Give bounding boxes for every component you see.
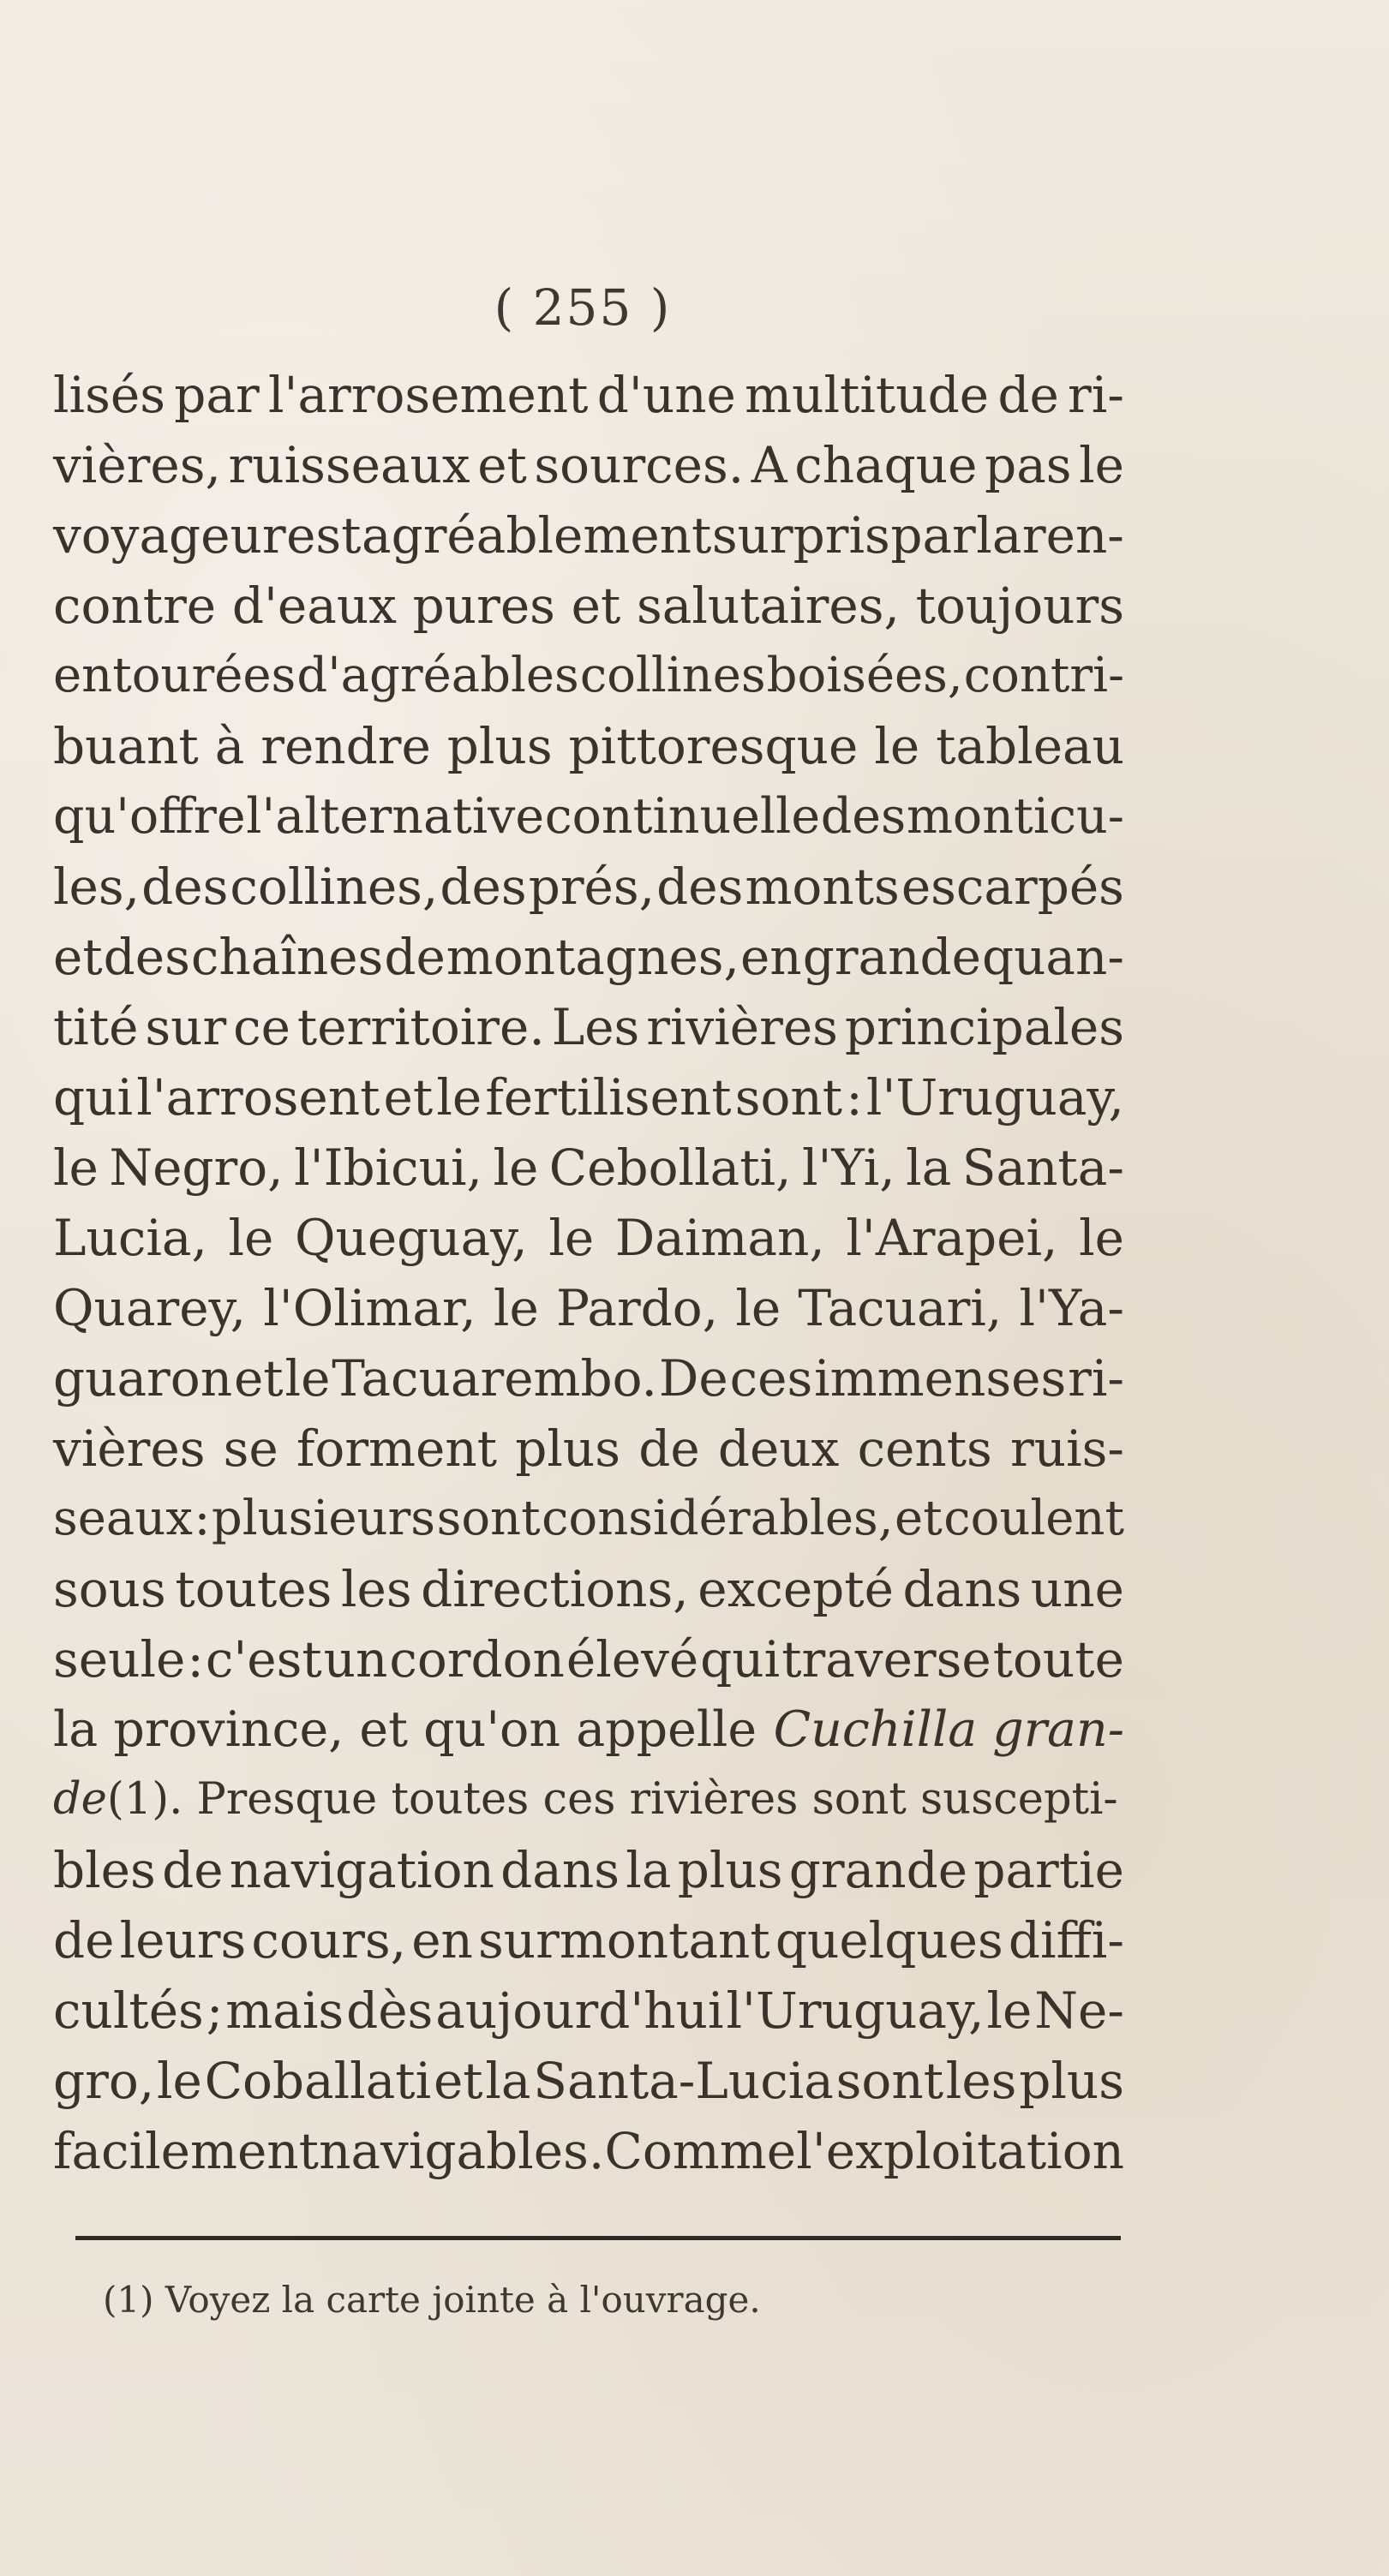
word: sont xyxy=(436,1491,541,1546)
word: l'Uruguay, xyxy=(865,1068,1124,1127)
word: boisées, xyxy=(766,648,963,703)
text-line-start: la province, et qu'on appelle xyxy=(53,1701,757,1758)
word: grande xyxy=(788,1841,968,1899)
word: des xyxy=(820,788,907,845)
word: le xyxy=(53,1139,99,1197)
word: vières, xyxy=(53,436,221,494)
word: surmontant xyxy=(478,1911,770,1969)
word: le xyxy=(1079,1209,1124,1267)
word: l'Yi, xyxy=(801,1139,895,1197)
word: ren- xyxy=(1021,506,1124,565)
word: Negro, xyxy=(109,1139,284,1197)
word: toujours xyxy=(915,577,1124,635)
text-line xyxy=(53,1133,1124,1203)
text-line xyxy=(53,500,1124,571)
word: Tacuari, xyxy=(798,1279,1003,1337)
word: des xyxy=(656,858,744,916)
text-line xyxy=(53,992,1124,1062)
word: et xyxy=(433,2052,483,2110)
word: plus xyxy=(677,1841,783,1899)
word: sont xyxy=(835,2052,944,2110)
word: l'Uruguay, xyxy=(726,1981,985,2040)
word: plus xyxy=(446,717,553,775)
word: plus xyxy=(1019,2052,1124,2110)
word: plus xyxy=(515,1419,621,1478)
text-line xyxy=(53,2046,1124,2116)
word: le xyxy=(493,1139,539,1197)
word: de xyxy=(384,928,446,986)
word: dans xyxy=(902,1560,1022,1618)
word: le xyxy=(493,1279,539,1337)
word: par xyxy=(174,366,260,424)
word: et xyxy=(383,1068,434,1127)
word: ri- xyxy=(1068,366,1124,424)
word: l'alternative xyxy=(246,788,545,845)
word: les, xyxy=(53,858,141,916)
footnote: (1) Voyez la carte jointe à l'ouvrage. xyxy=(103,2279,761,2321)
text-line xyxy=(53,430,1124,500)
word: à xyxy=(214,717,245,775)
word: rendre xyxy=(260,717,431,775)
word: est xyxy=(286,506,362,565)
word: les xyxy=(945,2052,1017,2110)
word: en xyxy=(411,1911,473,1969)
text-line-with-italic xyxy=(53,1694,1124,1765)
word: par xyxy=(890,506,976,565)
word: qu'offre xyxy=(53,788,246,845)
word: de xyxy=(53,1911,115,1969)
word: ri- xyxy=(1068,1349,1124,1408)
word: cordon xyxy=(389,1630,565,1688)
body-text xyxy=(53,360,1124,2186)
word: Lucia, xyxy=(53,1209,207,1267)
word: l'exploitation xyxy=(796,2122,1124,2180)
text-line xyxy=(53,571,1124,641)
word: tableau xyxy=(936,717,1124,775)
word: monts xyxy=(745,858,900,916)
text-line xyxy=(53,1624,1124,1694)
text-line xyxy=(53,711,1124,781)
word: aujourd'hui xyxy=(435,1981,724,2040)
word: dès xyxy=(346,1981,434,2040)
word: l'Ya- xyxy=(1019,1279,1124,1337)
word: Coballati xyxy=(204,2052,432,2110)
word: Daiman, xyxy=(614,1209,825,1267)
word: rivières xyxy=(646,998,838,1056)
word: gro, xyxy=(53,2052,155,2110)
word: cours, xyxy=(251,1911,407,1969)
word: et xyxy=(571,577,621,635)
text-line xyxy=(53,1484,1124,1554)
text-line xyxy=(53,1414,1124,1484)
word: Tacuarembo. xyxy=(332,1349,657,1408)
word: l'arrosent xyxy=(136,1068,380,1127)
word: prés, xyxy=(528,858,656,916)
word: l'arrosement xyxy=(267,366,589,424)
word: A xyxy=(751,436,787,494)
word: immenses xyxy=(814,1349,1067,1408)
word: se xyxy=(223,1419,278,1478)
word: excepté xyxy=(697,1560,894,1618)
word: montagnes, xyxy=(446,928,739,986)
word: le xyxy=(284,1349,331,1408)
word: dans xyxy=(500,1841,620,1899)
word: qui xyxy=(53,1068,134,1127)
word: : xyxy=(187,1630,204,1688)
word: directions, xyxy=(421,1560,689,1618)
word: ce xyxy=(233,998,290,1056)
word: toute xyxy=(992,1630,1124,1688)
word: seule xyxy=(53,1630,186,1688)
word: lisés xyxy=(53,366,165,424)
word: la xyxy=(906,1139,952,1197)
word: le xyxy=(156,2052,202,2110)
word: agréablement xyxy=(361,506,712,565)
word: considérables, xyxy=(542,1491,894,1546)
word: escarpés xyxy=(901,858,1124,916)
word: sources. xyxy=(534,436,745,494)
word: cultés xyxy=(53,1981,204,2040)
text-line xyxy=(53,2116,1124,2186)
word: facilement xyxy=(53,2122,319,2180)
word: sont xyxy=(734,1068,843,1127)
word: une xyxy=(1030,1560,1124,1618)
page-number: ( 255 ) xyxy=(494,278,672,337)
word: monticu- xyxy=(906,788,1124,845)
word: sous xyxy=(53,1560,166,1618)
word: buant xyxy=(53,717,199,775)
word: Comme xyxy=(604,2122,797,2180)
word: de xyxy=(638,1419,700,1478)
word: la xyxy=(976,506,1022,565)
word: et xyxy=(233,1349,284,1408)
word: un xyxy=(323,1630,388,1688)
text-line xyxy=(53,1203,1124,1273)
word: contri- xyxy=(963,648,1124,703)
word: l'Arapei, xyxy=(846,1209,1058,1267)
word: collines xyxy=(579,648,766,703)
word: de xyxy=(997,366,1059,424)
word: le xyxy=(874,717,920,775)
word: De xyxy=(658,1349,728,1408)
word: principales xyxy=(844,998,1124,1056)
text-line xyxy=(53,852,1124,922)
word: multitude xyxy=(745,366,990,424)
word: guaron xyxy=(53,1349,233,1408)
text-line xyxy=(53,1343,1124,1414)
word: d'eaux xyxy=(231,577,397,635)
word: des xyxy=(440,858,527,916)
word: partie xyxy=(973,1841,1124,1899)
line-segment xyxy=(53,1765,1118,1835)
word: ces xyxy=(729,1349,813,1408)
word: fertilisent xyxy=(485,1068,732,1127)
word: les xyxy=(340,1560,412,1618)
word: le xyxy=(735,1279,781,1337)
footnote-rule xyxy=(75,2236,1121,2240)
word: d'une xyxy=(596,366,736,424)
word: plusieurs xyxy=(211,1491,436,1546)
word: mais xyxy=(225,1981,344,2040)
word: pas xyxy=(985,436,1072,494)
word: pures xyxy=(412,577,555,635)
word: qui xyxy=(700,1630,781,1688)
word: l'Olimar, xyxy=(263,1279,476,1337)
word: et xyxy=(895,1491,943,1546)
word: le xyxy=(548,1209,595,1267)
word: c'est xyxy=(205,1630,322,1688)
text-line xyxy=(53,1975,1124,2046)
word: le xyxy=(228,1209,274,1267)
text-line xyxy=(53,641,1124,711)
word: d'agréables xyxy=(296,648,579,703)
word: Quarey, xyxy=(53,1279,247,1337)
word: coulent xyxy=(943,1491,1124,1546)
word: Cebollati, xyxy=(548,1139,792,1197)
text-line-with-italic xyxy=(53,1765,1124,1835)
text-line xyxy=(53,1062,1124,1133)
word: pittoresque xyxy=(568,717,859,775)
word: Les xyxy=(551,998,640,1056)
word: navigables. xyxy=(319,2122,605,2180)
word: l'Ibicui, xyxy=(294,1139,482,1197)
word: et xyxy=(53,928,103,986)
text-line xyxy=(53,781,1124,852)
word: navigation xyxy=(229,1841,494,1899)
word: contre xyxy=(53,577,217,635)
text-line xyxy=(53,1273,1124,1343)
word: territoire. xyxy=(296,998,545,1056)
text-line xyxy=(53,360,1124,430)
word: Santa-Lucia xyxy=(533,2052,834,2110)
word: toutes xyxy=(175,1560,332,1618)
word: surpris xyxy=(711,506,890,565)
word: Queguay, xyxy=(294,1209,528,1267)
word: la xyxy=(626,1841,672,1899)
word: : xyxy=(846,1068,863,1127)
word: le xyxy=(1079,436,1124,494)
word: chaînes xyxy=(190,928,384,986)
word: ruis- xyxy=(1010,1419,1124,1478)
word: collines, xyxy=(230,858,439,916)
word: en xyxy=(739,928,802,986)
word: élevé xyxy=(566,1630,699,1688)
text-line xyxy=(53,1905,1124,1975)
word: ruisseaux xyxy=(228,436,470,494)
word: sur xyxy=(145,998,227,1056)
word: de xyxy=(162,1841,224,1899)
word: vières xyxy=(53,1419,206,1478)
word: Santa- xyxy=(961,1139,1124,1197)
text-line xyxy=(53,1835,1124,1905)
text-line xyxy=(53,1554,1124,1624)
word: traverse xyxy=(781,1630,991,1688)
word: continuelle xyxy=(544,788,821,845)
word: des xyxy=(141,858,229,916)
word: le xyxy=(986,1981,1033,2040)
word: bles xyxy=(53,1841,156,1899)
word: seaux xyxy=(53,1491,193,1546)
italic-term: Cuchilla gran- xyxy=(773,1701,1124,1758)
word: quan- xyxy=(981,928,1124,986)
text-line xyxy=(53,922,1124,992)
text-line-rest: (1). Presque toutes ces rivières sont suscepti- xyxy=(106,1774,1118,1825)
word: le xyxy=(436,1068,482,1127)
word: Pardo, xyxy=(555,1279,719,1337)
word: : xyxy=(194,1491,211,1546)
word: des xyxy=(103,928,190,986)
word: tité xyxy=(53,998,139,1056)
word: diffi- xyxy=(1008,1911,1124,1969)
word: forment xyxy=(296,1419,498,1478)
word: la xyxy=(485,2052,531,2110)
word: cents xyxy=(857,1419,992,1478)
word: grande xyxy=(802,928,981,986)
word: deux xyxy=(717,1419,840,1478)
word: quelques xyxy=(775,1911,1003,1969)
word: ; xyxy=(206,1981,224,2040)
word: salutaires, xyxy=(636,577,900,635)
word: Ne- xyxy=(1034,1981,1124,2040)
italic-term-end: de xyxy=(53,1774,107,1825)
word: voyageur xyxy=(53,506,286,565)
word: chaque xyxy=(794,436,978,494)
word: entourées xyxy=(53,648,296,703)
word: et xyxy=(477,436,527,494)
word: leurs xyxy=(119,1911,247,1969)
